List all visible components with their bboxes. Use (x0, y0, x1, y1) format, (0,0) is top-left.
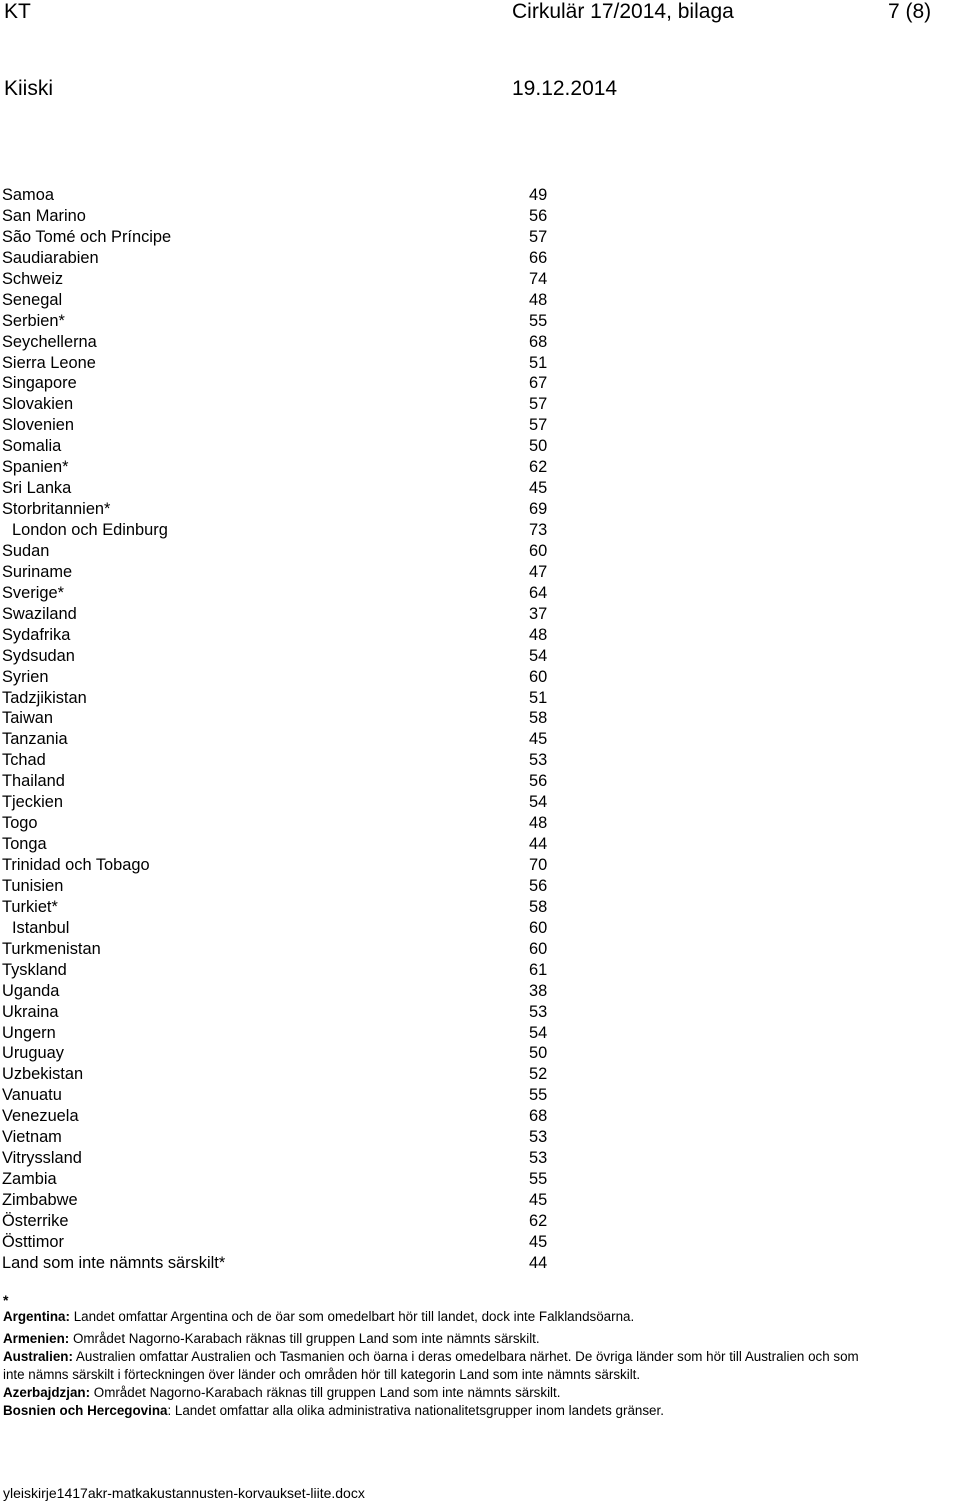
allowance-value: 66 (529, 248, 548, 267)
footnote-bosnien (3, 1402, 863, 1420)
allowance-value: 52 (529, 1065, 548, 1084)
allowance-value: 56 (529, 206, 548, 225)
table-row (2, 185, 562, 206)
footnote-australien (3, 1348, 863, 1384)
allowance-value: 58 (529, 897, 548, 916)
allowance-value: 37 (529, 604, 548, 623)
country-name: Vitryssland (2, 1149, 82, 1168)
table-row (2, 1148, 562, 1169)
country-name: Spanien* (2, 458, 69, 477)
country-name: Saudiarabien (2, 248, 99, 267)
country-name: Seychellerna (2, 332, 97, 351)
country-name: Uganda (2, 981, 60, 1000)
country-name: Zimbabwe (2, 1191, 78, 1209)
country-name: Schweiz (2, 269, 64, 288)
table-row (2, 1023, 562, 1044)
country-name: Zambia (2, 1170, 57, 1189)
country-name: Sudan (2, 541, 50, 560)
country-name: Storbritannien* (2, 500, 111, 519)
footer-filename: yleiskirje1417akr-matkakustannusten-korvaukset-liite.docx (3, 1485, 365, 1501)
allowance-value: 73 (529, 521, 548, 539)
country-name: Venezuela (2, 1107, 79, 1126)
allowance-value: 60 (529, 667, 548, 686)
allowance-value: 60 (529, 939, 548, 958)
header-org: KT (4, 0, 31, 23)
header-doc-title: Cirkulär 17/2014, bilaga (512, 0, 734, 23)
table-row (2, 1127, 562, 1148)
footnote-marker: * (3, 1292, 9, 1308)
allowance-value: 51 (529, 688, 548, 707)
allowance-value: 45 (529, 1191, 548, 1209)
allowance-value: 62 (529, 1211, 548, 1230)
country-name: Tjeckien (2, 793, 64, 812)
country-name: Swaziland (2, 604, 77, 623)
table-row (2, 227, 562, 248)
country-name: Sierra Leone (2, 353, 96, 372)
header-author: Kiiski (4, 77, 54, 100)
allowance-value: 56 (529, 772, 548, 791)
country-name: Uzbekistan (2, 1065, 84, 1084)
country-name: Vanuatu (2, 1086, 62, 1105)
allowance-value: 47 (529, 562, 548, 581)
footnote-armenien (3, 1330, 863, 1348)
table-row (2, 562, 562, 583)
allowance-value: 45 (529, 479, 548, 498)
allowance-value: 64 (529, 583, 548, 602)
allowance-value: 48 (529, 625, 548, 644)
allowance-value: 50 (529, 437, 548, 456)
table-row (2, 834, 562, 855)
table-row (2, 373, 562, 394)
table-row (2, 939, 562, 960)
country-name: Turkiet* (2, 897, 58, 916)
country-name: Tanzania (2, 730, 68, 749)
header-page-number: 7 (8) (888, 0, 932, 23)
allowance-value: 45 (529, 1232, 548, 1251)
allowance-value: 68 (529, 1107, 548, 1126)
table-row (2, 1190, 562, 1211)
allowance-value: 48 (529, 814, 548, 833)
allowance-value: 51 (529, 353, 548, 372)
allowance-value: 57 (529, 416, 548, 435)
country-name: Slovakien (2, 395, 74, 414)
country-name: Singapore (2, 374, 77, 393)
country-name: Somalia (2, 437, 62, 456)
table-row (2, 541, 562, 562)
allowance-value: 45 (529, 730, 548, 749)
footnote-text: Området Nagorno-Karabach räknas till gruppen Land som inte nämnts särskilt. (90, 1385, 561, 1400)
table-row (2, 729, 562, 750)
table-row (2, 625, 562, 646)
country-name: Tonga (2, 835, 47, 854)
country-name: Tchad (2, 751, 46, 770)
allowance-value: 68 (529, 332, 548, 351)
table-row (2, 332, 562, 353)
footnote-text: Landet omfattar Argentina och de öar som omedelbart hör till landet, dock inte Falklandsöarna. (69, 1309, 635, 1324)
table-row (2, 667, 562, 688)
country-name: Österrike (2, 1211, 69, 1230)
table-row (2, 1043, 562, 1064)
footnote-azerbajdzjan (3, 1384, 863, 1402)
country-name: Sydafrika (2, 625, 71, 644)
allowance-value: 53 (529, 1149, 548, 1168)
country-name: Taiwan (2, 709, 54, 728)
allowance-value: 53 (529, 1128, 548, 1147)
country-name: Uruguay (2, 1044, 64, 1063)
country-name: Togo (2, 814, 38, 833)
table-row (2, 1002, 562, 1023)
table-row (2, 708, 562, 729)
country-name: Slovenien (2, 416, 74, 435)
table-row (2, 499, 562, 520)
table-row (2, 1169, 562, 1190)
country-name: São Tomé och Príncipe (2, 227, 172, 246)
table-row (2, 813, 562, 834)
country-name: Suriname (2, 562, 73, 581)
table-row (2, 646, 562, 667)
allowance-value: 74 (529, 269, 548, 288)
table-row (2, 960, 562, 981)
allowance-value: 55 (529, 311, 548, 330)
table-row (2, 457, 562, 478)
table-row (2, 897, 562, 918)
table-row (2, 394, 562, 415)
table-row (2, 688, 562, 709)
footnote-term: Armenien: (3, 1331, 70, 1346)
footnotes (3, 1292, 863, 1420)
allowance-value: 38 (529, 981, 548, 1000)
allowance-value: 55 (529, 1086, 548, 1105)
country-name: Ungern (2, 1023, 56, 1042)
allowance-value: 57 (529, 395, 548, 414)
footnote-argentina (3, 1308, 863, 1326)
table-row (2, 415, 562, 436)
allowance-value: 69 (529, 500, 548, 519)
country-name: Serbien* (2, 311, 65, 330)
allowance-value: 54 (529, 1023, 548, 1042)
table-row (2, 1106, 562, 1127)
allowance-value: 57 (529, 227, 548, 246)
country-name: Tyskland (2, 960, 67, 979)
footnote-term: Bosnien och Hercegovina (3, 1403, 168, 1418)
country-name: Trinidad och Tobago (2, 856, 150, 874)
table-row (2, 478, 562, 499)
allowance-value: 56 (529, 876, 548, 895)
footnote-term: Argentina: (3, 1309, 70, 1324)
footnote-term: Azerbajdzjan: (3, 1385, 91, 1400)
table-row (2, 436, 562, 457)
footnote-text: Området Nagorno-Karabach räknas till gruppen Land som inte nämnts särskilt. (69, 1331, 540, 1346)
country-name: Ukraina (2, 1002, 59, 1021)
allowance-value: 60 (529, 541, 548, 560)
country-name: Sverige* (2, 583, 64, 602)
country-name: Sri Lanka (2, 479, 72, 498)
country-name: Istanbul (12, 918, 70, 937)
allowance-value: 53 (529, 751, 548, 770)
table-row (2, 1232, 562, 1253)
country-name: Östtimor (2, 1232, 64, 1251)
country-name: San Marino (2, 206, 86, 225)
table-row (2, 353, 562, 374)
footnote-text: : Landet omfattar alla olika administrativa nationalitetsgrupper inom landets gränser. (167, 1403, 664, 1418)
table-row (2, 248, 562, 269)
table-row (2, 771, 562, 792)
country-name: Vietnam (2, 1128, 62, 1147)
allowance-value: 50 (529, 1044, 548, 1063)
table-row (2, 290, 562, 311)
allowance-value: 55 (529, 1170, 548, 1189)
table-row (2, 1064, 562, 1085)
table-row (2, 604, 562, 625)
country-name: London och Edinburg (12, 521, 168, 539)
country-name: Thailand (2, 772, 65, 791)
table-row (2, 520, 562, 541)
table-row (2, 855, 562, 876)
table-row (2, 981, 562, 1002)
table-row (2, 583, 562, 604)
allowance-value: 62 (529, 458, 548, 477)
table-row (2, 311, 562, 332)
table-row (2, 206, 562, 227)
allowance-value: 61 (529, 960, 548, 979)
country-name: Syrien (2, 667, 49, 686)
footnote-term: Australien: (3, 1349, 73, 1364)
allowance-value: 58 (529, 709, 548, 728)
table-row (2, 269, 562, 290)
country-name: Senegal (2, 290, 63, 309)
table-row (2, 750, 562, 771)
header-date: 19.12.2014 (512, 77, 618, 100)
country-name: Samoa (2, 186, 54, 204)
footnote-text: Australien omfattar Australien och Tasmanien och öarna i deras omedelbara närhet. De övriga länder som hör till Australien och som inte nämns särskilt i förteckningen över länder och områden hör till kategorin Land som inte nämnts särskilt. (3, 1349, 859, 1382)
table-row (2, 1211, 562, 1232)
allowance-value: 49 (529, 186, 548, 204)
allowance-value: 67 (529, 374, 548, 393)
allowance-table (2, 185, 562, 1274)
allowance-value: 54 (529, 646, 548, 665)
table-row (2, 918, 562, 939)
table-row (2, 792, 562, 813)
country-name: Tunisien (2, 876, 64, 895)
allowance-value: 54 (529, 793, 548, 812)
country-name: Sydsudan (2, 646, 75, 665)
table-row (2, 876, 562, 897)
table-row (2, 1253, 562, 1274)
table-row (2, 1085, 562, 1106)
allowance-value: 44 (529, 1253, 548, 1272)
allowance-value: 53 (529, 1002, 548, 1021)
allowance-value: 48 (529, 290, 548, 309)
allowance-value: 60 (529, 918, 548, 937)
country-name: Tadzjikistan (2, 688, 87, 707)
allowance-value: 44 (529, 835, 548, 854)
allowance-value: 70 (529, 856, 548, 874)
country-name: Land som inte nämnts särskilt* (2, 1253, 226, 1272)
country-name: Turkmenistan (2, 939, 101, 958)
